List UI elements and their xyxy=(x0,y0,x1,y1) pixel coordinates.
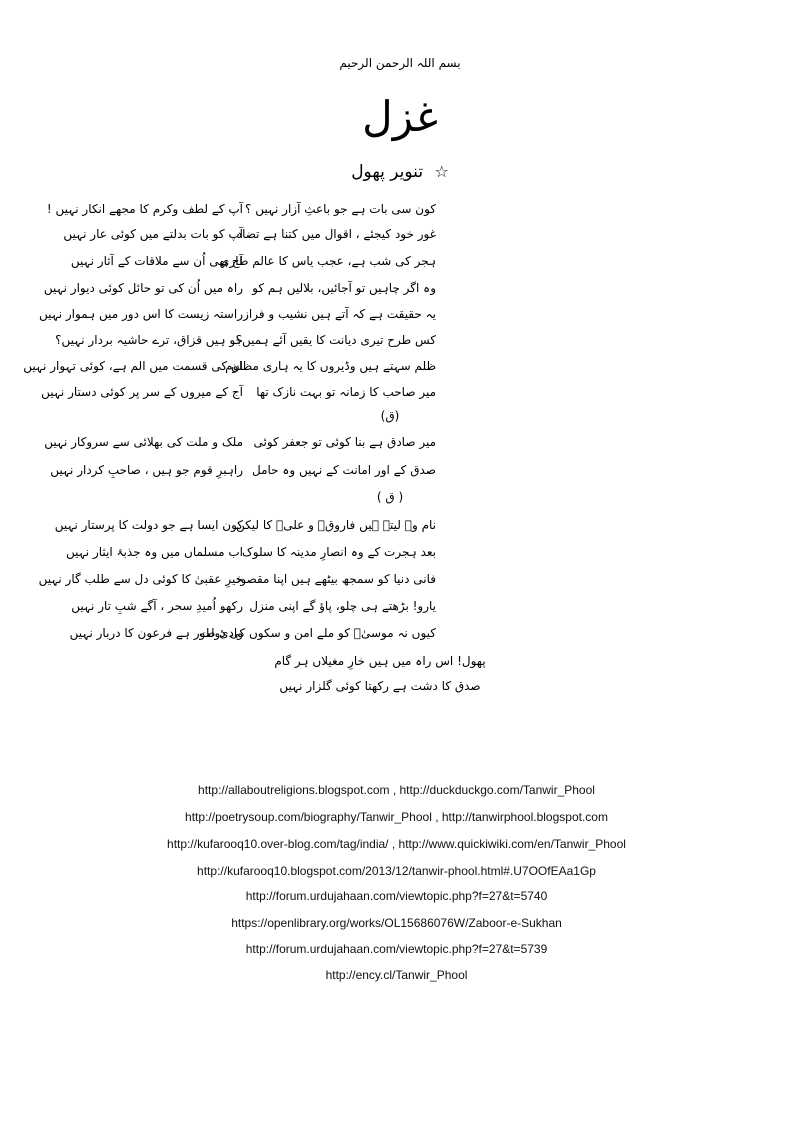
verse-line: آپ کے لطف وکرم کا مجھے انکار نہیں ! xyxy=(46,202,243,216)
verse-line: ظلم سہتے ہیں وڈیروں کا یہ ہاری مظلوم xyxy=(225,359,436,373)
verse-line: ملک و ملت کی بھلائی سے سروکار نہیں xyxy=(44,435,243,449)
verse-line: یارو! بڑھتے ہی چلو، پاؤ گے اپنی منزل xyxy=(249,599,436,613)
verse-line: راستہ زیست کا اس دور میں ہموار نہیں xyxy=(38,307,243,321)
qita-marker: (ق) xyxy=(380,409,400,423)
verse-line: ان کی قسمت میں الم ہے، کوئی تہوار نہیں xyxy=(23,359,243,373)
verse-line: میر صاحب کا زمانہ تو بہت نازک تھا xyxy=(256,385,436,399)
poet-name xyxy=(250,160,550,184)
verse-line: یہ حقیقت ہے کہ آتے ہیں نشیب و فراز xyxy=(243,307,436,321)
star-icon: ☆ xyxy=(434,162,449,181)
verse-line: آج بھی اُن سے ملاقات کے آثار نہیں xyxy=(70,254,243,268)
verse-line: آج کے میروں کے سر پر کوئی دستار نہیں xyxy=(41,385,243,399)
verse-line: غور خود کیجئے ، اقوال میں کتنا ہے تضاد xyxy=(236,227,436,241)
verse-line: کون سی بات ہے جو باعثِ آزار نہیں ؟ xyxy=(245,202,436,216)
verse-line: کس طرح تیری دیانت کا یقیں آئے ہمیں؟ xyxy=(235,333,436,347)
link-line[interactable]: http://kufarooq10.over-blog.com/tag/india/ , http://www.quickiwiki.com/en/Tanwir_Phool xyxy=(167,837,626,851)
verse-line: صدق کے اور امانت کے نہیں وہ حامل xyxy=(252,463,436,477)
verse-line: آپ کو بات بدلتے میں کوئی عار نہیں xyxy=(63,227,243,241)
closing-line: صدق کا دشت ہے رکھتا کوئی گلزار نہیں xyxy=(279,679,481,693)
verse-line: وادیٔ طور ہے فرعون کا دربار نہیں xyxy=(69,626,243,640)
verse-line: وہ اگر چاہیں تو آجائیں، بلالیں ہم کو xyxy=(252,281,436,295)
verse-line: راہبرِ قوم جو ہیں ، صاحبِ کردار نہیں xyxy=(50,463,243,477)
verse-line: اب مسلماں میں وہ جذبۂ ایثار نہیں xyxy=(66,545,243,559)
verse-line: نام وہ لیتے ہیں فاروقؓ و علیؓ کا لیکن xyxy=(235,518,436,532)
link-line[interactable]: http://poetrysoup.com/biography/Tanwir_Phool , http://tanwirphool.blogspot.com xyxy=(185,810,608,824)
verse-line: بعد ہجرت کے وہ انصارِ مدینہ کا سلوک xyxy=(242,545,436,559)
link-line[interactable]: http://kufarooq10.blogspot.com/2013/12/tanwir-phool.html#.U7OOfEAa1Gp xyxy=(197,864,596,878)
link-line[interactable]: https://openlibrary.org/works/OL15686076W/Zaboor-e-Sukhan xyxy=(231,916,562,930)
qita-marker: ( ق ) xyxy=(376,490,404,504)
verse-line: خیرِ عقبیٰ کا کوئی دل سے طلب گار نہیں xyxy=(38,572,243,586)
link-line[interactable]: http://forum.urdujahaan.com/viewtopic.php?f=27&t=5739 xyxy=(245,942,548,956)
verse-line: کیوں نہ موسیٰؑ کو ملے امن و سکوں کی دولت xyxy=(199,626,436,640)
verse-line: راہ میں اُن کی تو حائل کوئی دیوار نہیں xyxy=(43,281,243,295)
verse-line: جو ہیں قزاق، ترے حاشیہ بردار نہیں؟ xyxy=(55,333,243,347)
link-line[interactable]: http://ency.cl/Tanwir_Phool xyxy=(325,968,468,982)
bismillah: بسم اللہ الرحمن الرحیم xyxy=(339,56,461,70)
verse-line: رکھو اُمیدِ سحر ، آگے شبِ تار نہیں xyxy=(71,599,243,613)
link-line[interactable]: http://forum.urdujahaan.com/viewtopic.php?f=27&t=5740 xyxy=(245,889,548,903)
verse-line: میر صادق ہے بنا کوئی تو جعفر کوئی xyxy=(253,435,436,449)
verse-line: فانی دنیا کو سمجھ بیٹھے ہیں اپنا مقصود xyxy=(235,572,436,586)
verse-line: کون ایسا ہے جو دولت کا پرستار نہیں xyxy=(54,518,243,532)
link-line[interactable]: http://allaboutreligions.blogspot.com , http://duckduckgo.com/Tanwir_Phool xyxy=(198,783,595,797)
page-title: غزل xyxy=(362,92,438,141)
poet-label: تنویر پھول xyxy=(351,162,424,182)
closing-line: پھول! اس راہ میں ہیں خارِ مغیلاں ہر گام xyxy=(274,654,486,668)
verse-line: ہجر کی شب ہے، عجب یاس کا عالم طاری xyxy=(220,254,436,268)
